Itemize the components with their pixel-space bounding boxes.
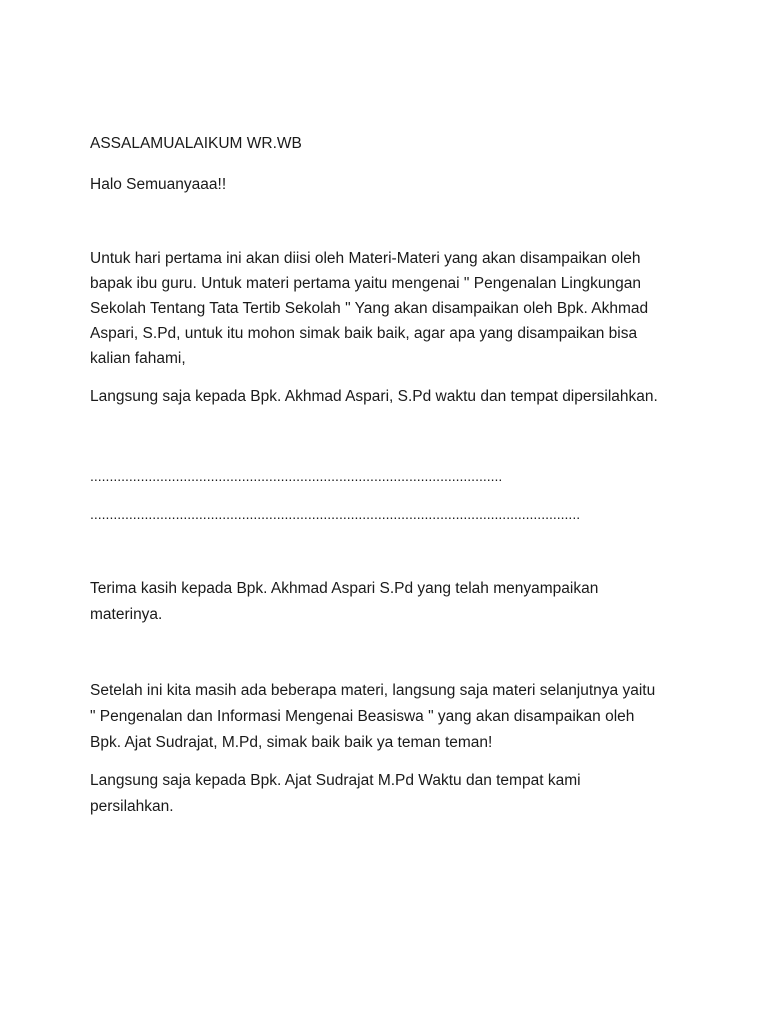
paragraph-line: bapak ibu guru. Untuk materi pertama yaitu mengenai " Pengenalan Lingkungan (90, 275, 641, 292)
dotted-line: .............................................................................................................................. (90, 506, 581, 522)
paragraph-line: Setelah ini kita masih ada beberapa materi, langsung saja materi selanjutnya yaitu (90, 682, 656, 699)
paragraph-line: persilahkan. (90, 798, 174, 815)
invitation-line-aspari: Langsung saja kepada Bpk. Akhmad Aspari, S.Pd waktu dan tempat dipersilahkan. (90, 388, 658, 405)
paragraph-line: Terima kasih kepada Bpk. Akhmad Aspari S.Pd yang telah menyampaikan (90, 580, 599, 597)
greeting-line: ASSALAMUALAIKUM WR.WB (90, 135, 302, 152)
paragraph-line: " Pengenalan dan Informasi Mengenai Beasiswa " yang akan disampaikan oleh (90, 708, 635, 725)
paragraph-line: Sekolah Tentang Tata Tertib Sekolah " Yang akan disampaikan oleh Bpk. Akhmad (90, 300, 649, 317)
paragraph-line: Langsung saja kepada Bpk. Ajat Sudrajat M.Pd Waktu dan tempat kami (90, 772, 581, 789)
paragraph-line: Untuk hari pertama ini akan diisi oleh Materi-Materi yang akan disampaikan oleh (90, 250, 641, 267)
paragraph-line: Bpk. Ajat Sudrajat, M.Pd, simak baik baik ya teman teman! (90, 734, 493, 751)
dotted-line: .......................................................................................................... (90, 468, 503, 484)
paragraph-line: kalian fahami, (90, 350, 186, 367)
paragraph-line: Aspari, S.Pd, untuk itu mohon simak baik baik, agar apa yang disampaikan bisa (90, 325, 638, 342)
hello-line: Halo Semuanyaaa!! (90, 176, 227, 193)
paragraph-line: materinya. (90, 606, 163, 623)
